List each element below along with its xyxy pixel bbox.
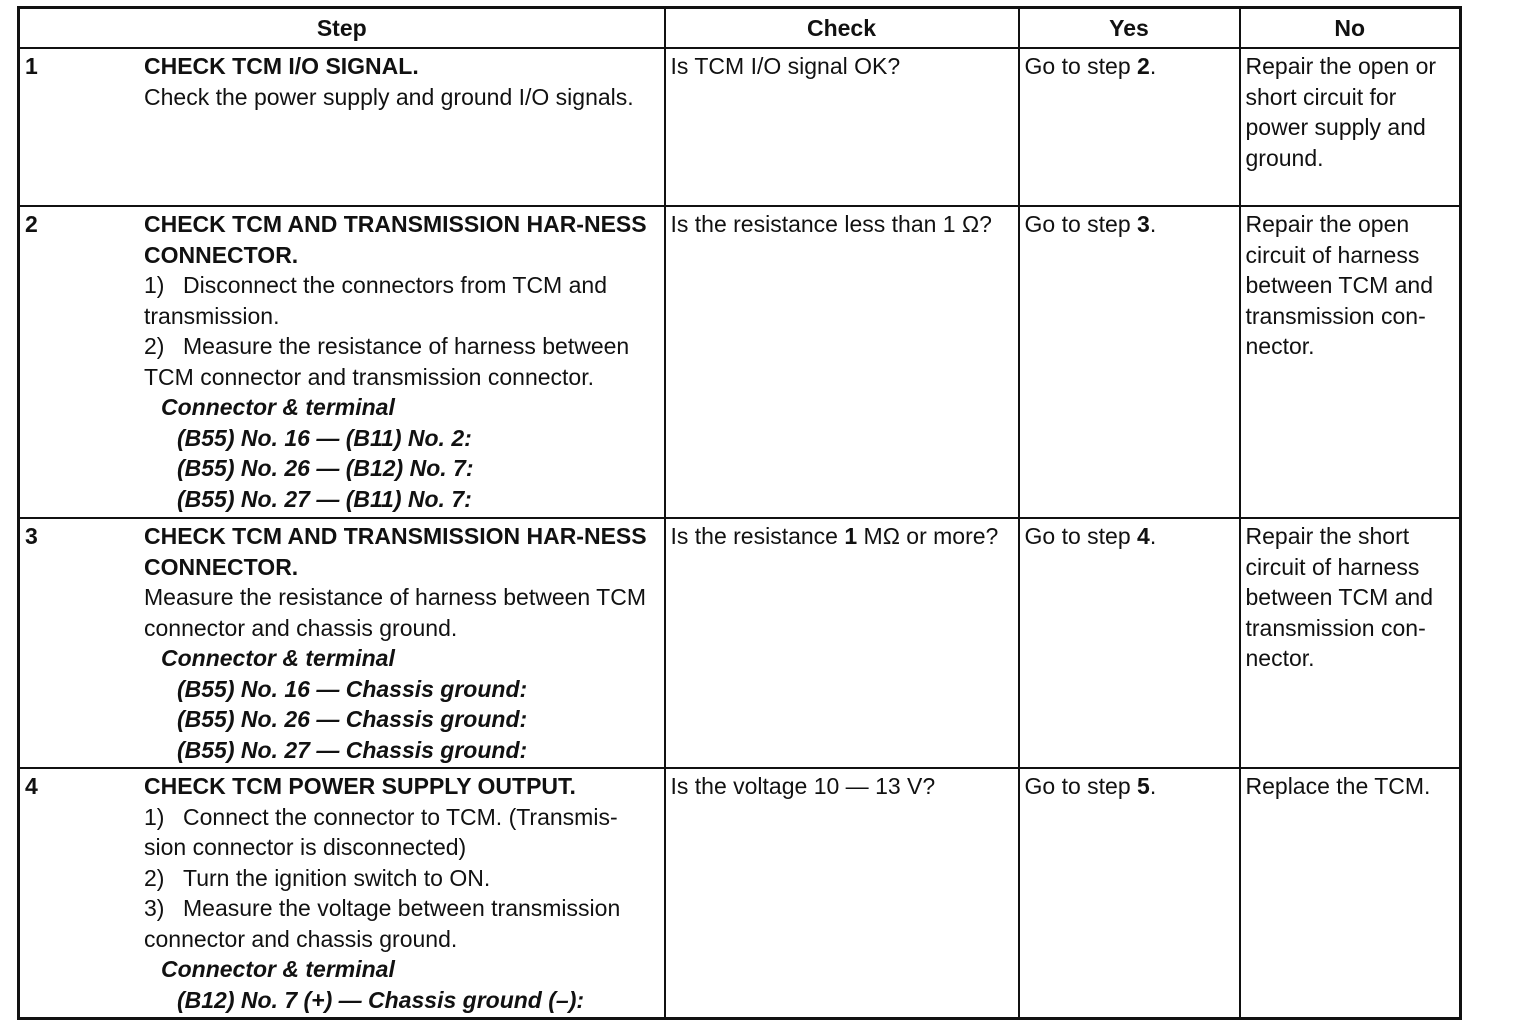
- yes-step-number: 3: [1137, 211, 1150, 237]
- step-substep: 1) Connect the connector to TCM. (Transmis-sion connector is disconnected): [144, 803, 618, 860]
- yes-step-number: 2: [1137, 53, 1150, 79]
- connector-terminal-item: (B55) No. 27 — Chassis ground:: [177, 736, 528, 763]
- yes-step-number: 4: [1137, 523, 1150, 549]
- connector-terminal-label: Connector & terminal: [161, 394, 395, 420]
- step-number: 3: [25, 523, 38, 549]
- header-yes: Yes: [1019, 8, 1240, 49]
- step-title: CHECK TCM AND TRANSMISSION HAR-NESS CONNECTOR.: [144, 523, 647, 580]
- table-row: [19, 518, 1461, 768]
- step-title: CHECK TCM I/O SIGNAL.: [144, 53, 419, 79]
- no-cell: Repair the short circuit of harness between TCM and transmission con-nector.: [1240, 518, 1461, 768]
- step-description: Check the power supply and ground I/O signals.: [144, 83, 634, 110]
- check-cell: Is the voltage 10 — 13 V?: [665, 768, 1019, 1018]
- step-title: CHECK TCM AND TRANSMISSION HAR-NESS CONNECTOR.: [144, 211, 647, 268]
- step-cell: [19, 206, 665, 518]
- header-no: No: [1240, 8, 1461, 49]
- check-cell: Is the resistance 1 MΩ or more?: [665, 518, 1019, 768]
- table-row: [19, 48, 1461, 206]
- yes-cell: Go to step 5.: [1019, 768, 1240, 1018]
- check-cell: Is TCM I/O signal OK?: [665, 48, 1019, 206]
- header-check: Check: [665, 8, 1019, 49]
- step-cell: [19, 518, 665, 768]
- step-substep: 1) Disconnect the connectors from TCM and transmission.: [144, 272, 607, 329]
- step-description: Measure the resistance of harness between TCM connector and chassis ground.: [144, 584, 646, 641]
- connector-terminal-label: Connector & terminal: [161, 645, 395, 671]
- step-substep: 2) Measure the resistance of harness between TCM connector and transmission connector.: [144, 333, 630, 390]
- connector-terminal-item: (B55) No. 27 — (B11) No. 7:: [177, 485, 472, 512]
- step-cell: [19, 48, 665, 206]
- header-step: Step: [19, 8, 665, 49]
- table-row: [19, 768, 1461, 1018]
- step-title: CHECK TCM POWER SUPPLY OUTPUT.: [144, 773, 576, 799]
- connector-terminal-item: (B55) No. 26 — Chassis ground:: [177, 706, 528, 732]
- header-row: [19, 8, 1461, 49]
- yes-cell: Go to step 3.: [1019, 206, 1240, 518]
- no-cell: Repair the open circuit of harness between TCM and transmission con-nector.: [1240, 206, 1461, 518]
- step-number: 4: [25, 773, 38, 799]
- yes-cell: Go to step 4.: [1019, 518, 1240, 768]
- step-number: 2: [25, 211, 38, 237]
- yes-step-number: 5: [1137, 773, 1150, 799]
- connector-terminal-item: (B12) No. 7 (+) — Chassis ground (–):: [177, 986, 585, 1013]
- diagnostic-table: [17, 6, 1462, 1020]
- no-cell: Replace the TCM.: [1240, 768, 1461, 1018]
- connector-terminal-item: (B55) No. 26 — (B12) No. 7:: [177, 455, 474, 481]
- connector-terminal-item: (B55) No. 16 — Chassis ground:: [177, 675, 528, 702]
- step-substep: 3) Measure the voltage between transmission connector and chassis ground.: [144, 895, 621, 952]
- check-cell: Is the resistance less than 1 Ω?: [665, 206, 1019, 518]
- yes-cell: Go to step 2.: [1019, 48, 1240, 206]
- step-cell: [19, 768, 665, 1018]
- table-row: [19, 206, 1461, 518]
- no-cell: Repair the open or short circuit for power supply and ground.: [1240, 48, 1461, 206]
- connector-terminal-item: (B55) No. 16 — (B11) No. 2:: [177, 424, 472, 451]
- step-substep: 2) Turn the ignition switch to ON.: [144, 864, 491, 891]
- step-number: 1: [25, 53, 38, 79]
- connector-terminal-label: Connector & terminal: [161, 956, 395, 982]
